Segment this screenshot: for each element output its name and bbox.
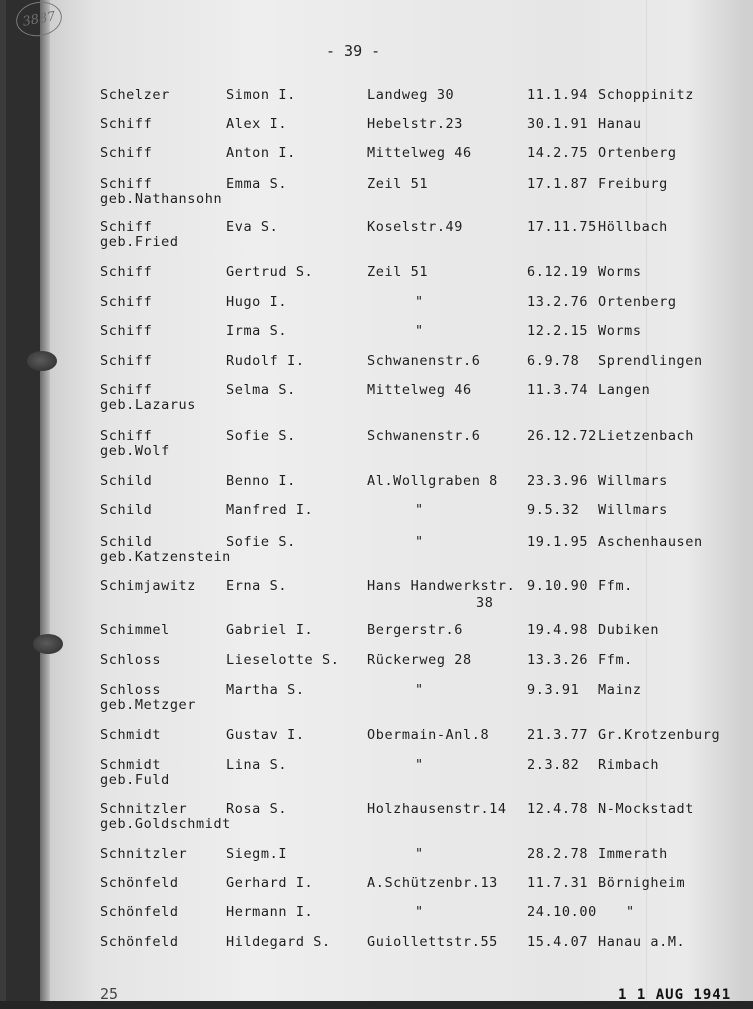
surname: Schiff	[100, 145, 153, 161]
surname: Schönfeld	[100, 934, 179, 950]
address: Zeil 51	[367, 176, 429, 192]
birth-date: 6.9.78	[527, 353, 580, 369]
address: A.Schützenbr.13	[367, 875, 498, 891]
birth-place: Ffm.	[598, 578, 633, 594]
birth-place: Worms	[598, 264, 642, 280]
address: Al.Wollgraben 8	[367, 473, 498, 489]
given-name: Gertrud S.	[226, 264, 314, 280]
given-name: Sofie S.	[226, 534, 296, 550]
given-name: Emma S.	[226, 176, 288, 192]
birth-place: Sprendlingen	[598, 353, 703, 369]
surname: Schönfeld	[100, 904, 179, 920]
birth-place: Hanau a.M.	[598, 934, 686, 950]
surname: Schelzer	[100, 87, 170, 103]
surname: Schnitzler	[100, 801, 188, 817]
address: "	[415, 502, 424, 518]
surname: Schild	[100, 534, 153, 550]
surname: Schmidt	[100, 727, 162, 743]
birth-place: Rimbach	[598, 757, 660, 773]
maiden-name: geb.Wolf	[100, 443, 170, 459]
birth-place: Börnigheim	[598, 875, 686, 891]
surname: Schiff	[100, 116, 153, 132]
surname: Schönfeld	[100, 875, 179, 891]
surname: Schimjawitz	[100, 578, 197, 594]
given-name: Lieselotte S.	[226, 652, 340, 668]
surname: Schild	[100, 473, 153, 489]
birth-place: Dubiken	[598, 622, 660, 638]
address: "	[415, 294, 424, 310]
address: Hans Handwerkstr.	[367, 578, 516, 594]
address: Landweg 30	[367, 87, 455, 103]
given-name: Rudolf I.	[226, 353, 305, 369]
birth-place: Freiburg	[598, 176, 668, 192]
punch-hole	[27, 351, 57, 371]
birth-place: Höllbach	[598, 219, 668, 235]
birth-place: Aschenhausen	[598, 534, 703, 550]
given-name: Anton I.	[226, 145, 296, 161]
surname: Schnitzler	[100, 846, 188, 862]
birth-date: 13.3.26	[527, 652, 589, 668]
birth-date: 14.2.75	[527, 145, 589, 161]
birth-place: Lietzenbach	[598, 428, 695, 444]
birth-date: 17.11.75	[527, 219, 597, 235]
birth-date: 24.10.00	[527, 904, 597, 920]
birth-place: Immerath	[598, 846, 668, 862]
given-name: Sofie S.	[226, 428, 296, 444]
left-margin-shadow	[6, 0, 40, 1009]
birth-date: 2.3.82	[527, 757, 580, 773]
birth-date: 30.1.91	[527, 116, 589, 132]
birth-place: Gr.Krotzenburg	[598, 727, 721, 743]
address: Schwanenstr.6	[367, 353, 481, 369]
maiden-name: geb.Lazarus	[100, 397, 197, 413]
given-name: Gerhard I.	[226, 875, 314, 891]
address-house-number: 38	[476, 595, 494, 611]
maiden-name: geb.Katzenstein	[100, 549, 231, 565]
birth-date: 26.12.72	[527, 428, 597, 444]
address: "	[415, 323, 424, 339]
birth-date: 9.10.90	[527, 578, 589, 594]
address: Hebelstr.23	[367, 116, 464, 132]
surname: Schiff	[100, 176, 153, 192]
birth-place: N-Mockstadt	[598, 801, 695, 817]
maiden-name: geb.Fuld	[100, 772, 170, 788]
birth-place: Worms	[598, 323, 642, 339]
given-name: Irma S.	[226, 323, 288, 339]
address: Obermain-Anl.8	[367, 727, 490, 743]
surname: Schiff	[100, 264, 153, 280]
address: Guiollettstr.55	[367, 934, 498, 950]
birth-place: Schoppinitz	[598, 87, 695, 103]
birth-place: Ortenberg	[598, 294, 677, 310]
birth-date: 23.3.96	[527, 473, 589, 489]
address: Bergerstr.6	[367, 622, 464, 638]
birth-place: Willmars	[598, 473, 668, 489]
surname: Schiff	[100, 353, 153, 369]
address: "	[415, 682, 424, 698]
birth-place: Ffm.	[598, 652, 633, 668]
address: Schwanenstr.6	[367, 428, 481, 444]
maiden-name: geb.Metzger	[100, 697, 197, 713]
address: Koselstr.49	[367, 219, 464, 235]
given-name: Martha S.	[226, 682, 305, 698]
birth-date: 15.4.07	[527, 934, 589, 950]
address: Zeil 51	[367, 264, 429, 280]
given-name: Siegm.I	[226, 846, 288, 862]
birth-place: Ortenberg	[598, 145, 677, 161]
address: "	[415, 846, 424, 862]
given-name: Eva S.	[226, 219, 279, 235]
maiden-name: geb.Fried	[100, 234, 179, 250]
surname: Schloss	[100, 682, 162, 698]
given-name: Manfred I.	[226, 502, 314, 518]
date-stamp: 1 1 AUG 1941	[618, 987, 732, 1003]
given-name: Hugo I.	[226, 294, 288, 310]
birth-date: 9.5.32	[527, 502, 580, 518]
given-name: Hermann I.	[226, 904, 314, 920]
birth-place: Langen	[598, 382, 651, 398]
surname: Schiff	[100, 428, 153, 444]
address: "	[415, 534, 424, 550]
given-name: Rosa S.	[226, 801, 288, 817]
surname: Schloss	[100, 652, 162, 668]
birth-date: 12.2.15	[527, 323, 589, 339]
birth-date: 28.2.78	[527, 846, 589, 862]
given-name: Gustav I.	[226, 727, 305, 743]
surname: Schild	[100, 502, 153, 518]
given-name: Selma S.	[226, 382, 296, 398]
address: "	[415, 757, 424, 773]
address: Holzhausenstr.14	[367, 801, 507, 817]
birth-date: 9.3.91	[527, 682, 580, 698]
birth-place: Willmars	[598, 502, 668, 518]
birth-date: 21.3.77	[527, 727, 589, 743]
given-name: Lina S.	[226, 757, 288, 773]
birth-date: 17.1.87	[527, 176, 589, 192]
birth-date: 13.2.76	[527, 294, 589, 310]
surname: Schimmel	[100, 622, 170, 638]
given-name: Simon I.	[226, 87, 296, 103]
birth-date: 11.7.31	[527, 875, 589, 891]
birth-place: Hanau	[598, 116, 642, 132]
given-name: Erna S.	[226, 578, 288, 594]
maiden-name: geb.Nathansohn	[100, 191, 223, 207]
birth-date: 11.1.94	[527, 87, 589, 103]
address: Mittelweg 46	[367, 145, 472, 161]
given-name: Benno I.	[226, 473, 296, 489]
page-number: - 39 -	[326, 42, 381, 60]
maiden-name: geb.Goldschmidt	[100, 816, 231, 832]
birth-date: 6.12.19	[527, 264, 589, 280]
punch-hole	[33, 634, 63, 654]
given-name: Hildegard S.	[226, 934, 331, 950]
given-name: Gabriel I.	[226, 622, 314, 638]
surname: Schmidt	[100, 757, 162, 773]
surname: Schiff	[100, 219, 153, 235]
birth-date: 19.4.98	[527, 622, 589, 638]
footer-number: 25	[100, 985, 119, 1003]
address: Rückerweg 28	[367, 652, 472, 668]
birth-place: Mainz	[598, 682, 642, 698]
surname: Schiff	[100, 294, 153, 310]
birth-date: 12.4.78	[527, 801, 589, 817]
archive-number-mark: 3887	[13, 0, 64, 40]
address: Mittelweg 46	[367, 382, 472, 398]
address: "	[415, 904, 424, 920]
surname: Schiff	[100, 382, 153, 398]
surname: Schiff	[100, 323, 153, 339]
birth-date: 11.3.74	[527, 382, 589, 398]
birth-date: 19.1.95	[527, 534, 589, 550]
birth-place: "	[626, 904, 635, 920]
given-name: Alex I.	[226, 116, 288, 132]
